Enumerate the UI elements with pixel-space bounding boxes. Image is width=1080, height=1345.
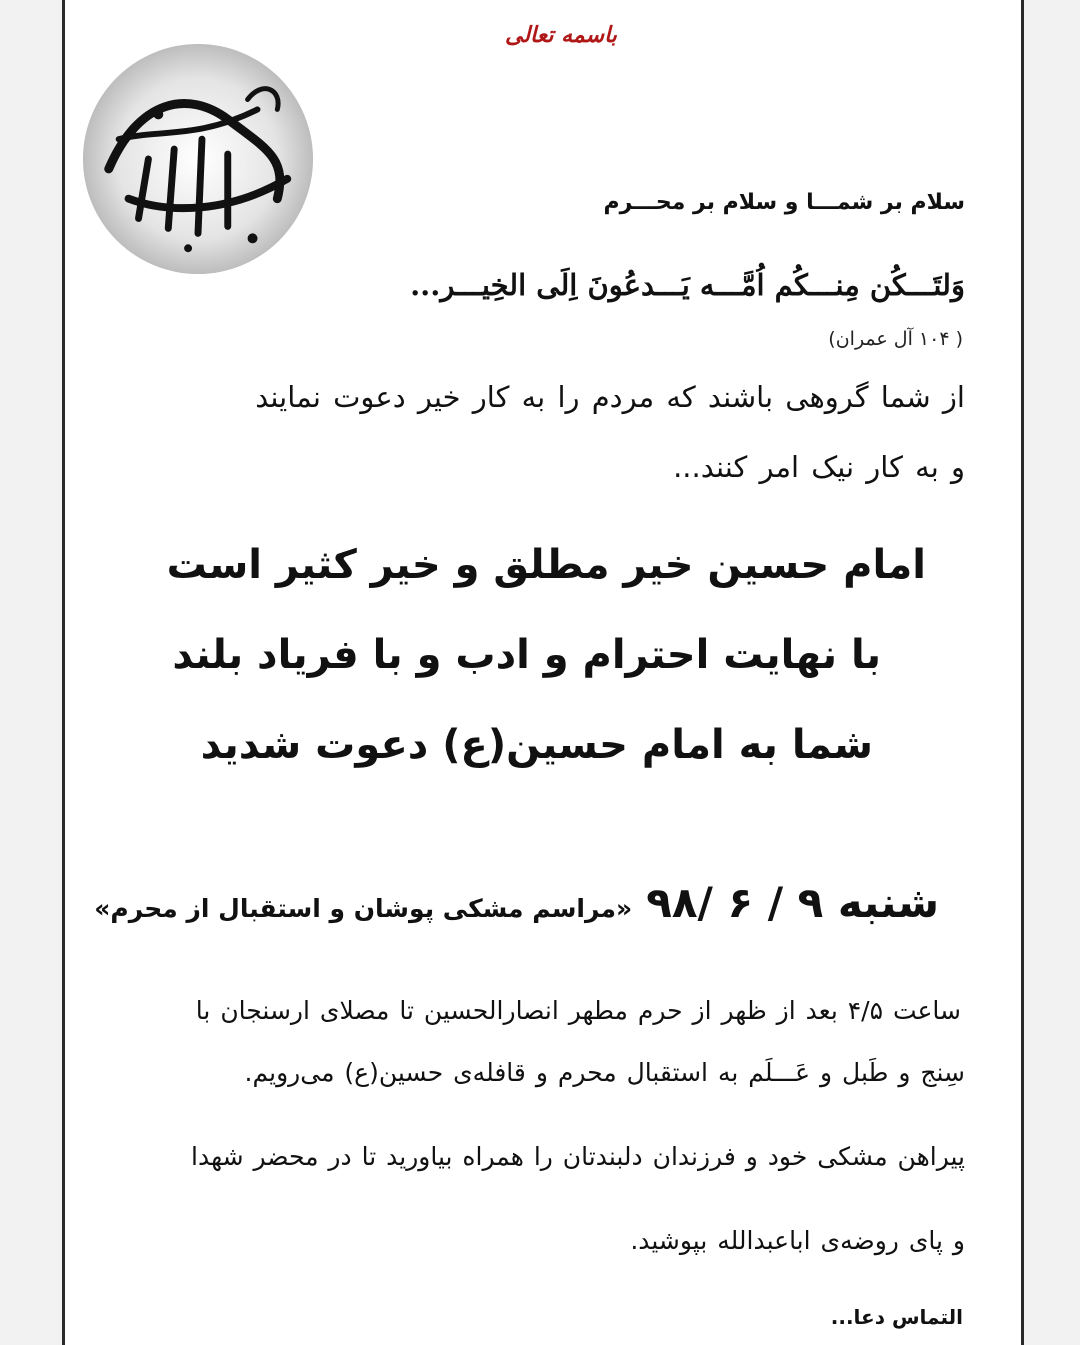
details-line-3: پیراهن مشکی خود و فرزندان دلبندتان را همراه بیاورید تا در محضر شهدا [191, 1142, 965, 1171]
basmala-heading: باسمه تعالی [505, 22, 617, 48]
details-line-2: سِنج و طَبل و عَـــلَم به استقبال محرم و قافله‌ی حسین(ع) می‌رویم. [244, 1058, 965, 1087]
greeting-line: سلام بر شمـــا و سلام بر محـــرم [603, 190, 965, 215]
event-date: شنبه ۹ / ۶ /۹۸ [646, 878, 939, 927]
headline-line-3: شما به امام حسین(ع) دعوت شدید [200, 722, 873, 768]
event-title: «مراسم مشکی پوشان و استقبال از محرم» [94, 894, 633, 923]
event-heading [94, 878, 939, 927]
invitation-page [62, 0, 1024, 1345]
headline-line-2: با نهایت احترام و ادب و با فریاد بلند [172, 632, 881, 678]
closing-line: التماس دعا... [830, 1305, 963, 1329]
calligraphy-emblem [79, 40, 317, 278]
quran-verse: وَلتَـــکُن مِنـــکُم اُمَّـــه یَـــدعُونَ اِلَی الخِیـــر... [410, 268, 965, 302]
verse-reference: ( ۱۰۴ آل عمران) [828, 328, 963, 350]
verse-translation-line-2: و به کار نیک امر کنند... [673, 450, 965, 484]
verse-translation-line-1: از شما گروهی باشند که مردم را به کار خیر دعوت نمایند [255, 380, 965, 414]
details-line-4: و پای روضه‌ی اباعبدالله بپوشید. [630, 1226, 965, 1255]
details-line-1: ساعت ۴/۵ بعد از ظهر از حرم مطهر انصارالحسین تا مصلای ارسنجان با [195, 996, 961, 1025]
headline-line-1: امام حسین خیر مطلق و خیر کثیر است [166, 542, 926, 588]
